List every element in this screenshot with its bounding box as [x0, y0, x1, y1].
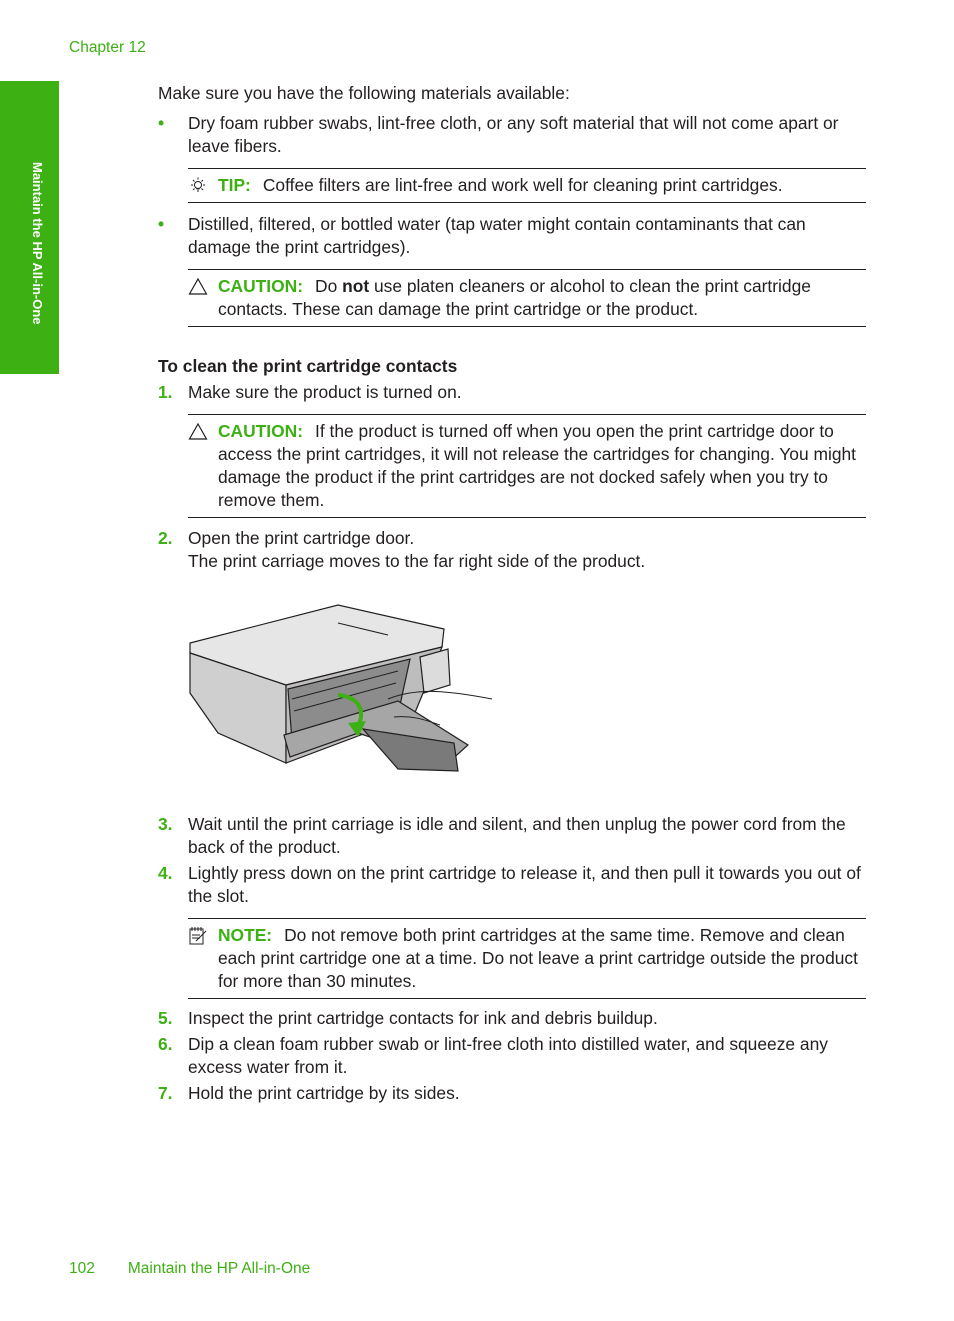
note-pad-icon — [188, 926, 208, 946]
step-text: Hold the print cartridge by its sides. — [188, 1083, 460, 1103]
tip-text: Coffee filters are lint-free and work well for cleaning print cartridges. — [262, 175, 783, 195]
warning-triangle-icon — [188, 277, 208, 297]
caution-box — [188, 269, 866, 327]
intro-text: Make sure you have the following materials available: — [158, 83, 570, 103]
step-text: Open the print cartridge door. — [188, 528, 415, 548]
footer-section: Maintain the HP All-in-One — [127, 1260, 311, 1277]
procedure-heading: To clean the print cartridge contacts — [158, 356, 458, 376]
step-item — [158, 1082, 866, 1105]
caution-text-pre: Do — [315, 276, 343, 296]
step-item — [158, 1007, 866, 1030]
chapter-header: Chapter 12 — [69, 39, 146, 56]
side-tab-label: Maintain the HP All-in-One — [30, 162, 45, 325]
step-number: 2. — [158, 528, 173, 548]
bullet-item — [158, 112, 866, 158]
note-box — [188, 918, 866, 999]
note-label: NOTE: — [218, 925, 273, 945]
step-item — [158, 527, 866, 573]
page-number: 102 — [69, 1260, 95, 1277]
step-text: Wait until the print carriage is idle and silent, and then unplug the power cord from the back of the product. — [188, 814, 846, 857]
bullet-text: Distilled, filtered, or bottled water (tap water might contain contaminants that can damage the print cartridges). — [188, 214, 806, 257]
caution-text: If the product is turned off when you open the print cartridge door to access the print cartridges, it will not release the cartridges for changing. You might damage the product if the print cartridges are not docked safely when you try to remove them. — [218, 421, 856, 510]
bullet-mark: • — [158, 113, 165, 133]
step-text: Lightly press down on the print cartridge to release it, and then pull it towards you out of the slot. — [188, 863, 861, 906]
step-item — [158, 862, 866, 908]
caution-label: CAUTION: — [218, 421, 304, 441]
step-text: Dip a clean foam rubber swab or lint-free cloth into distilled water, and squeeze any excess water from it. — [188, 1034, 828, 1077]
step-number: 5. — [158, 1008, 173, 1028]
step-item — [158, 1033, 866, 1079]
step-item — [158, 813, 866, 859]
step-number: 4. — [158, 863, 173, 883]
step-number: 1. — [158, 382, 173, 402]
tip-label: TIP: — [218, 175, 251, 195]
step-number: 6. — [158, 1034, 173, 1054]
caution-text-bold: not — [342, 276, 370, 296]
step-subtext: The print carriage moves to the far right side of the product. — [188, 551, 646, 571]
step-text: Inspect the print cartridge contacts for ink and debris buildup. — [188, 1008, 658, 1028]
step-item — [158, 381, 866, 404]
page-content — [158, 81, 866, 1105]
caution-label: CAUTION: — [218, 276, 304, 296]
lightbulb-icon — [188, 176, 208, 196]
caution-box — [188, 414, 866, 518]
caution-text-post: use platen cleaners or alcohol to clean the print cartridge contacts. These can damage the print cartridge or the product. — [218, 276, 811, 319]
printer-illustration — [188, 603, 493, 773]
tip-box — [188, 168, 866, 203]
note-text: Do not remove both print cartridges at the same time. Remove and clean each print cartridge one at a time. Do not leave a print cartridge outside the product for more than 30 minutes. — [218, 925, 858, 991]
step-number: 7. — [158, 1083, 173, 1103]
page-footer — [69, 1257, 310, 1280]
bullet-mark: • — [158, 214, 165, 234]
bullet-item — [158, 213, 866, 259]
step-number: 3. — [158, 814, 173, 834]
bullet-text: Dry foam rubber swabs, lint-free cloth, or any soft material that will not come apart or leave fibers. — [188, 113, 839, 156]
step-text: Make sure the product is turned on. — [188, 382, 462, 402]
warning-triangle-icon — [188, 422, 208, 442]
